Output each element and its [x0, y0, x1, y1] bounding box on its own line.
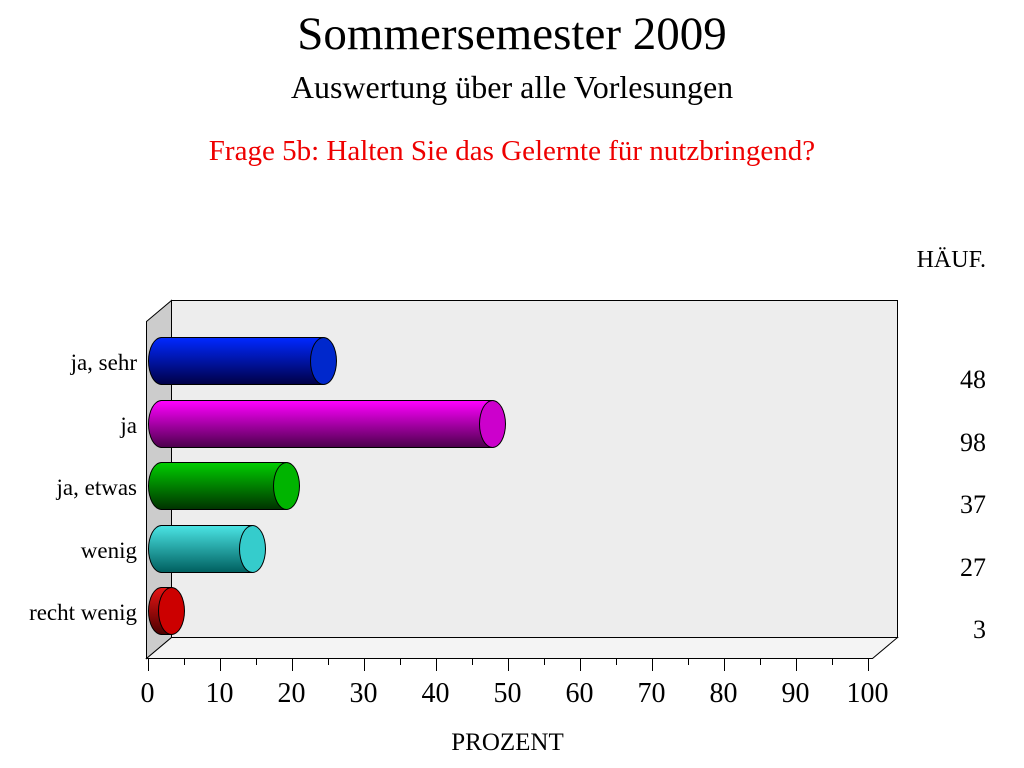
frequency-value: 48	[960, 365, 986, 394]
bar-end-cap-cyan	[239, 525, 266, 573]
x-axis-tick-label: 0	[140, 678, 155, 709]
bar-end-cap-magenta	[479, 400, 506, 448]
x-axis-tick-label: 20	[277, 678, 306, 709]
category-label: ja, sehr	[70, 350, 137, 375]
bar-green	[161, 462, 286, 510]
bar-end-cap-blue	[310, 337, 337, 385]
frequency-value: 3	[973, 615, 986, 644]
category-label: ja	[120, 412, 137, 438]
bar-magenta	[161, 400, 492, 448]
x-axis-tick-label: 50	[493, 678, 522, 709]
category-label: ja, etwas	[56, 475, 137, 500]
x-axis-tick-label: 70	[637, 678, 666, 709]
question-title: Frage 5b: Halten Sie das Gelernte für nutzbringend?	[208, 135, 816, 167]
x-axis-tick-label: 100	[846, 678, 889, 709]
frequency-value: 98	[960, 427, 986, 457]
bar-end-cap-red	[158, 587, 185, 635]
page-title: Sommersemester 2009	[297, 8, 727, 60]
frequency-column-header: HÄUF.	[916, 247, 986, 273]
x-axis-tick-label: 90	[781, 678, 810, 709]
page-subtitle: Auswertung über alle Vorlesungen	[290, 69, 734, 105]
x-axis-tick-label: 40	[421, 678, 450, 709]
x-axis-tick-label: 60	[565, 678, 594, 709]
frequency-value: 27	[960, 552, 986, 582]
frequency-value: 37	[960, 490, 986, 519]
category-label: recht wenig	[29, 600, 137, 625]
category-label: wenig	[80, 537, 137, 563]
bar-blue	[161, 337, 323, 385]
x-axis-title: PROZENT	[451, 729, 564, 756]
bar-end-cap-green	[273, 462, 300, 510]
x-axis-tick-label: 10	[205, 678, 234, 709]
x-axis-tick-label: 30	[349, 678, 378, 709]
x-axis-tick-label: 80	[709, 678, 738, 709]
bar-cyan	[161, 525, 252, 573]
